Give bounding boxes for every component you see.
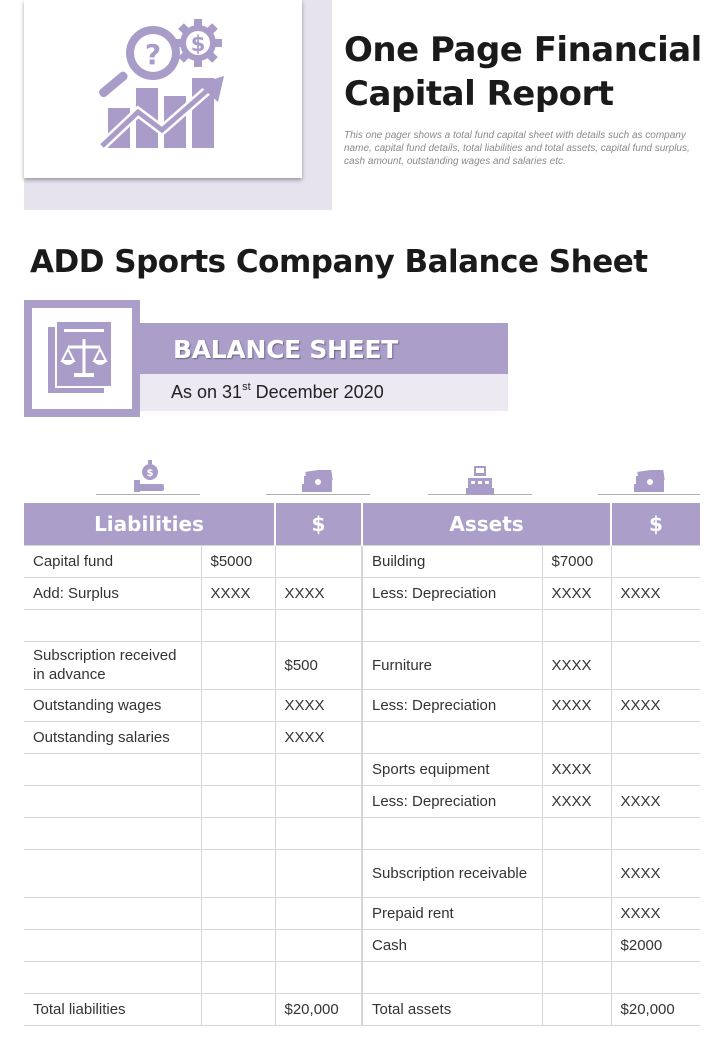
liability-amount-cell	[275, 785, 362, 817]
balance-sheet-table	[24, 503, 700, 1026]
asset-amount-cell: XXXX	[611, 849, 700, 897]
asset-subamount-cell	[542, 993, 611, 1025]
asset-amount-cell: XXXX	[611, 785, 700, 817]
asset-amount-cell: $2000	[611, 929, 700, 961]
liability-subamount-cell: XXXX	[201, 577, 275, 609]
liability-label-cell	[24, 897, 201, 929]
asset-label-cell: Subscription receivable	[362, 849, 542, 897]
svg-text:$: $	[146, 468, 154, 479]
asset-label-cell: Less: Depreciation	[362, 577, 542, 609]
asset-amount-cell: $20,000	[611, 993, 700, 1025]
column-icon-underline	[266, 494, 370, 495]
cash-register-icon	[466, 466, 494, 496]
asset-amount-cell	[611, 817, 700, 849]
asset-label-cell: Total assets	[362, 993, 542, 1025]
table-row	[24, 609, 700, 641]
liability-subamount-cell	[201, 785, 275, 817]
asset-subamount-cell: $7000	[542, 545, 611, 577]
asset-label-cell	[362, 721, 542, 753]
liability-label-cell	[24, 929, 201, 961]
liability-subamount-cell	[201, 929, 275, 961]
liability-amount-cell: $20,000	[275, 993, 362, 1025]
asset-subamount-cell: XXXX	[542, 689, 611, 721]
liability-label-cell	[24, 817, 201, 849]
column-icon-underline	[96, 494, 200, 495]
table-row	[24, 961, 700, 993]
asset-amount-cell	[611, 545, 700, 577]
date-sup: st	[242, 381, 251, 393]
hero-card	[24, 0, 302, 178]
magnifier-question-dollar-chart-icon	[98, 18, 228, 158]
asset-subamount-cell	[542, 721, 611, 753]
liability-label-cell	[24, 849, 201, 897]
liability-amount-cell	[275, 545, 362, 577]
table-row	[24, 577, 700, 609]
asset-subamount-cell	[542, 817, 611, 849]
asset-label-cell: Furniture	[362, 641, 542, 689]
liability-amount-cell: $500	[275, 641, 362, 689]
table-row	[24, 897, 700, 929]
asset-label-cell: Less: Depreciation	[362, 689, 542, 721]
liability-subamount-cell	[201, 753, 275, 785]
balance-sheet-title: BALANCE SHEET	[173, 335, 398, 364]
assets-header: Assets	[362, 503, 611, 545]
asset-label-cell: Sports equipment	[362, 753, 542, 785]
asset-amount-cell	[611, 753, 700, 785]
liabilities-amount-header: $	[275, 503, 362, 545]
asset-subamount-cell: XXXX	[542, 753, 611, 785]
report-description: This one pager shows a total fund capital sheet with details such as company name, capital fund details, total liabilities and total assets, capital fund surplus, cash amount, outstanding wages and salaries etc.	[344, 130, 690, 167]
balance-sheet-date	[171, 382, 384, 403]
liability-amount-cell	[275, 929, 362, 961]
liability-subamount-cell	[201, 849, 275, 897]
document-scales-icon	[44, 321, 120, 397]
date-suffix: December 2020	[250, 382, 384, 402]
liabilities-header: Liabilities	[24, 503, 275, 545]
table-row	[24, 545, 700, 577]
liability-label-cell	[24, 753, 201, 785]
asset-amount-cell	[611, 961, 700, 993]
asset-subamount-cell	[542, 897, 611, 929]
table-row	[24, 849, 700, 897]
asset-label-cell	[362, 609, 542, 641]
asset-label-cell	[362, 961, 542, 993]
liability-label-cell	[24, 961, 201, 993]
asset-amount-cell: XXXX	[611, 897, 700, 929]
liability-label-cell: Outstanding salaries	[24, 721, 201, 753]
table-row	[24, 641, 700, 689]
liability-label-cell	[24, 609, 201, 641]
svg-text:$: $	[190, 32, 206, 56]
liability-label-cell: Outstanding wages	[24, 689, 201, 721]
asset-label-cell: Building	[362, 545, 542, 577]
cash-stack-icon	[302, 470, 334, 494]
date-prefix: As on 31	[171, 382, 243, 402]
asset-label-cell: Cash	[362, 929, 542, 961]
asset-label-cell: Less: Depreciation	[362, 785, 542, 817]
liability-amount-cell	[275, 961, 362, 993]
svg-text:?: ?	[144, 38, 162, 71]
liability-amount-cell: XXXX	[275, 689, 362, 721]
liability-amount-cell	[275, 817, 362, 849]
cash-stack-icon	[634, 470, 666, 494]
balance-sheet-icon-box	[24, 300, 140, 417]
asset-label-cell	[362, 817, 542, 849]
liability-subamount-cell: $5000	[201, 545, 275, 577]
table-row	[24, 929, 700, 961]
report-title-line1: One Page Financial	[344, 30, 702, 70]
asset-amount-cell	[611, 609, 700, 641]
table-header-row	[24, 503, 700, 545]
company-title: ADD Sports Company Balance Sheet	[30, 244, 648, 280]
liability-amount-cell	[275, 897, 362, 929]
asset-subamount-cell: XXXX	[542, 641, 611, 689]
liability-subamount-cell	[201, 897, 275, 929]
liability-amount-cell: XXXX	[275, 721, 362, 753]
liability-subamount-cell	[201, 993, 275, 1025]
asset-subamount-cell: XXXX	[542, 785, 611, 817]
liability-subamount-cell	[201, 689, 275, 721]
table-row	[24, 753, 700, 785]
table-row	[24, 817, 700, 849]
liability-label-cell: Add: Surplus	[24, 577, 201, 609]
column-icon-underline	[598, 494, 700, 495]
asset-subamount-cell	[542, 961, 611, 993]
assets-amount-header: $	[611, 503, 700, 545]
asset-subamount-cell	[542, 849, 611, 897]
asset-label-cell: Prepaid rent	[362, 897, 542, 929]
liability-amount-cell: XXXX	[275, 577, 362, 609]
table-row	[24, 993, 700, 1025]
liability-subamount-cell	[201, 721, 275, 753]
asset-subamount-cell: XXXX	[542, 577, 611, 609]
report-title	[344, 28, 714, 116]
liability-subamount-cell	[201, 961, 275, 993]
liability-label-cell: Capital fund	[24, 545, 201, 577]
asset-amount-cell	[611, 641, 700, 689]
liability-subamount-cell	[201, 609, 275, 641]
liability-subamount-cell	[201, 817, 275, 849]
report-title-line2: Capital Report	[344, 74, 614, 114]
liability-amount-cell	[275, 609, 362, 641]
table-row	[24, 689, 700, 721]
liability-label-cell: Total liabilities	[24, 993, 201, 1025]
liability-subamount-cell	[201, 641, 275, 689]
asset-subamount-cell	[542, 609, 611, 641]
liability-label-cell: Subscription received in advance	[24, 641, 201, 689]
liability-amount-cell	[275, 753, 362, 785]
asset-amount-cell: XXXX	[611, 577, 700, 609]
asset-amount-cell	[611, 721, 700, 753]
liability-amount-cell	[275, 849, 362, 897]
asset-amount-cell: XXXX	[611, 689, 700, 721]
liability-label-cell	[24, 785, 201, 817]
table-row	[24, 721, 700, 753]
asset-subamount-cell	[542, 929, 611, 961]
table-row	[24, 785, 700, 817]
money-hand-icon	[134, 460, 166, 494]
